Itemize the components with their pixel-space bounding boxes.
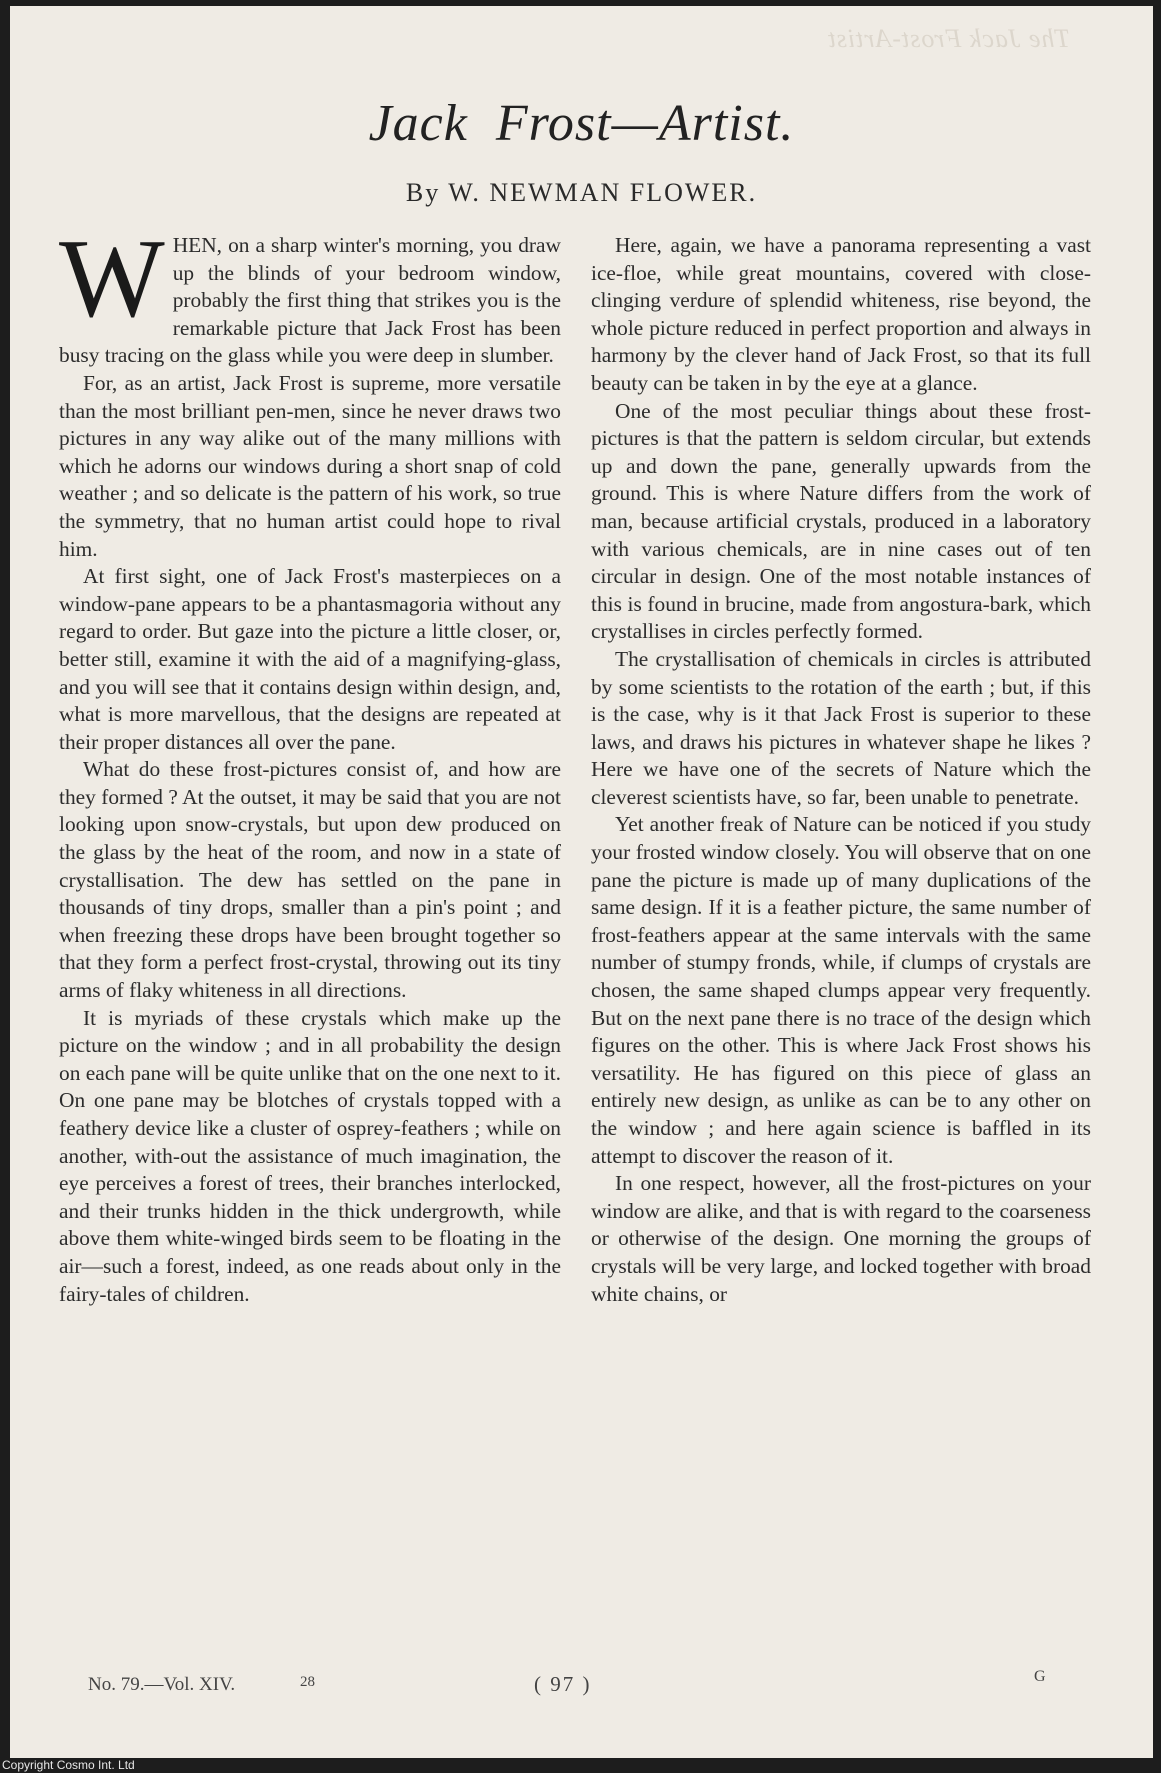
paragraph: One of the most peculiar things about these frost-pictures is that the pattern is seldom circular, but extends up and down the pane, generally upwards from the ground. This is where Nature differs from the work of man, because artificial crystals, produced in a laboratory with various chemicals, are in nine cases out of ten circular in design. One of the most notable instances of this is found in brucine, made from angostura-bark, which crystallises in circles perfectly formed. — [591, 398, 1091, 644]
paragraph: For, as an artist, Jack Frost is supreme, more versatile than the most brilliant pen-men, since he never draws two pictures in any way alike out of the many millions with which he adorns our windows during a short snap of cold weather ; and so delicate is the pattern of his work, so true the symmetry, that no human artist could hope to rival him. — [59, 370, 561, 561]
paragraph: Here, again, we have a panorama representing a vast ice-floe, while great mountains, covered with close-clinging verdure of splendid whiteness, rise beyond, the whole picture reduced in perfect proportion and always in harmony by the clever hand of Jack Frost, so that its full beauty can be taken in by the eye at a glance. — [591, 233, 1091, 395]
issue-number: No. 79.—Vol. XIV. — [88, 1674, 236, 1695]
magazine-page — [10, 6, 1153, 1758]
page-footer — [10, 1668, 1153, 1704]
gathering-mark: G — [1034, 1668, 1046, 1685]
paragraph: At first sight, one of Jack Frost's masterpieces on a window-pane appears to be a phantasmagoria without any regard to order. But gaze into the picture a little closer, or, better still, examine it with the aid of a magnifying-glass, and you will see that it contains design within design, and, what is more marvellous, that the designs are repeated at their proper distances all over the pane. — [59, 564, 561, 754]
copyright-notice: Copyright Cosmo Int. Ltd — [2, 1758, 135, 1772]
right-column — [591, 232, 1091, 1308]
paragraph-text: HEN, on a sharp winter's morning, you draw up the blinds of your bedroom window, probably the first thing that strikes you is the remarkable picture that Jack Frost has been busy tracing on the glass while you were deep in slumber. — [59, 233, 561, 368]
article-byline: By W. NEWMAN FLOWER. — [405, 178, 758, 207]
signature-number: 28 — [300, 1674, 315, 1690]
drop-cap: W — [59, 217, 165, 341]
paragraph: The crystallisation of chemicals in circles is attributed by some scientists to the rotation of the earth ; but, if this is the case, why is it that Jack Frost is superior to these laws, and draws his pictures in whatever shape he likes ? Here we have one of the secrets of Nature which the cleverest scientists have, so far, been unable to penetrate. — [591, 646, 1091, 809]
show-through-heading: The Jack Frost-Artist — [827, 24, 1070, 53]
article-title: Jack Frost—Artist. — [368, 95, 795, 152]
paragraph — [59, 217, 561, 370]
paragraph: In one respect, however, all the frost-pictures on your window are alike, and that is with regard to the coarseness or otherwise of the design. One morning the groups of crystals will be very large, and locked together with broad white chains, or — [591, 1171, 1091, 1306]
paragraph: Yet another freak of Nature can be noticed if you study your frosted window closely. You will observe that on one pane the picture is made up of many duplications of the same design. If it is a feather picture, the same number of frost-feathers appear at the same intervals with the same number of stumpy fronds, while, if clumps of crystals are chosen, the same shaped clumps appear very frequently. But on the next pane there is no trace of the design which figures on the other. This is where Jack Frost shows his versatility. He has figured on this piece of glass an entirely new design, as unlike as can be to any other on the window ; and here again science is baffled in its attempt to discover the reason of it. — [591, 812, 1091, 1168]
paragraph: It is myriads of these crystals which make up the picture on the window ; and in all probability the design on each pane will be quite unlike that on the one next to it. On one pane may be blotches of crystals topped with a feathery device like a cluster of osprey-feathers ; while on another, with-out the assistance of much imagination, the eye perceives a forest of trees, their branches interlocked, and their trunks hidden in the thick undergrowth, while above them white-winged birds seem to be floating in the air—such a forest, indeed, as one reads about only in the fairy-tales of children. — [59, 1005, 561, 1306]
page-number: ( 97 ) — [534, 1672, 592, 1696]
paragraph: What do these frost-pictures consist of, and how are they formed ? At the outset, it may be said that you are not looking upon snow-crystals, but upon dew produced on the glass by the heat of the room, and now in a state of crystallisation. The dew has settled on the pane in thousands of tiny drops, smaller than a pin's point ; and when freezing these drops have been brought together so that they form a perfect frost-crystal, throwing out its tiny arms of flaky whiteness in all directions. — [59, 757, 561, 1003]
left-column — [59, 217, 561, 1308]
